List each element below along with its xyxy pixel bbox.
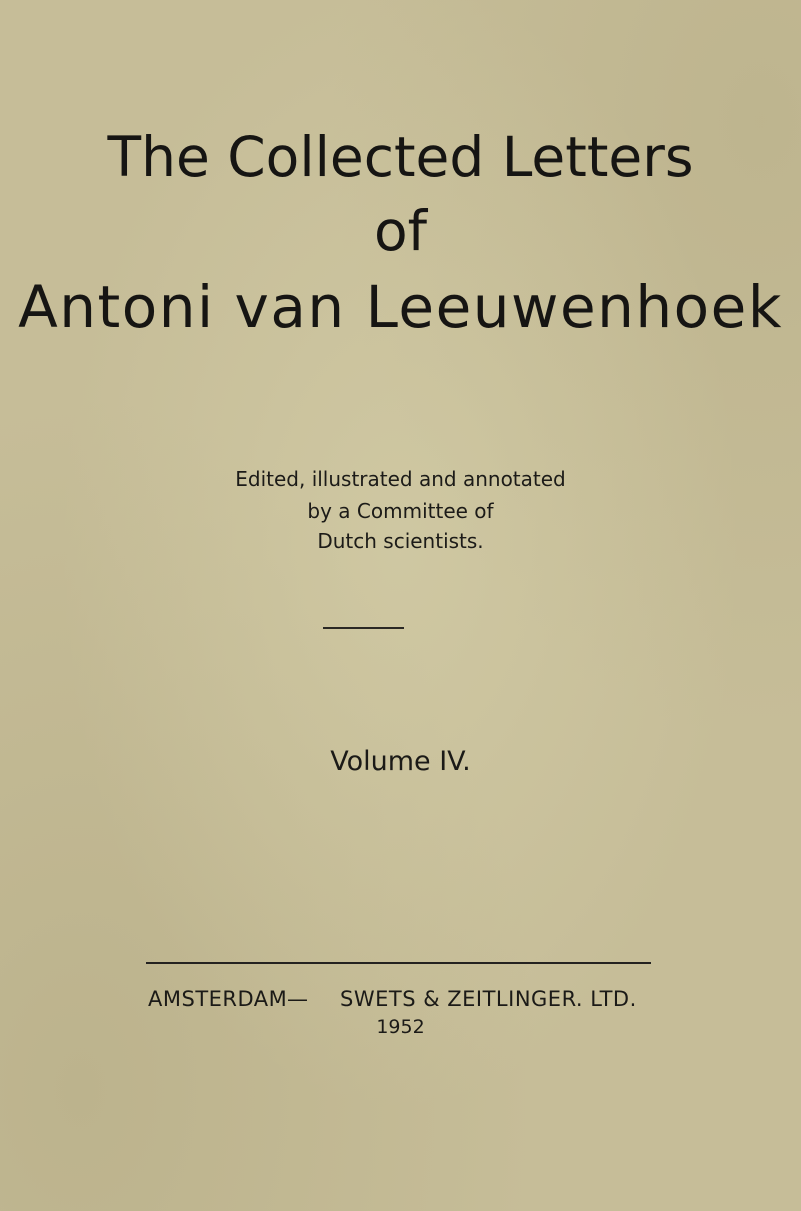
subtitle-line-2: by a Committee of [307,499,494,523]
imprint-city: AMSTERDAM [148,987,288,1011]
volume-label: Volume IV. [330,746,471,777]
imprint-dash: — [287,987,308,1011]
book-title-line-3: Antoni van Leeuwenhoek [18,273,783,341]
imprint-divider [146,962,651,964]
imprint-year: 1952 [376,1016,425,1038]
book-title-line-2: of [373,199,427,263]
subtitle-line-3: Dutch scientists. [317,529,484,553]
subtitle-line-1: Edited, illustrated and annotated [235,467,566,491]
book-title-line-1: The Collected Letters [107,125,694,189]
short-divider [323,627,404,629]
imprint-publisher: SWETS & ZEITLINGER. LTD. [340,987,637,1011]
